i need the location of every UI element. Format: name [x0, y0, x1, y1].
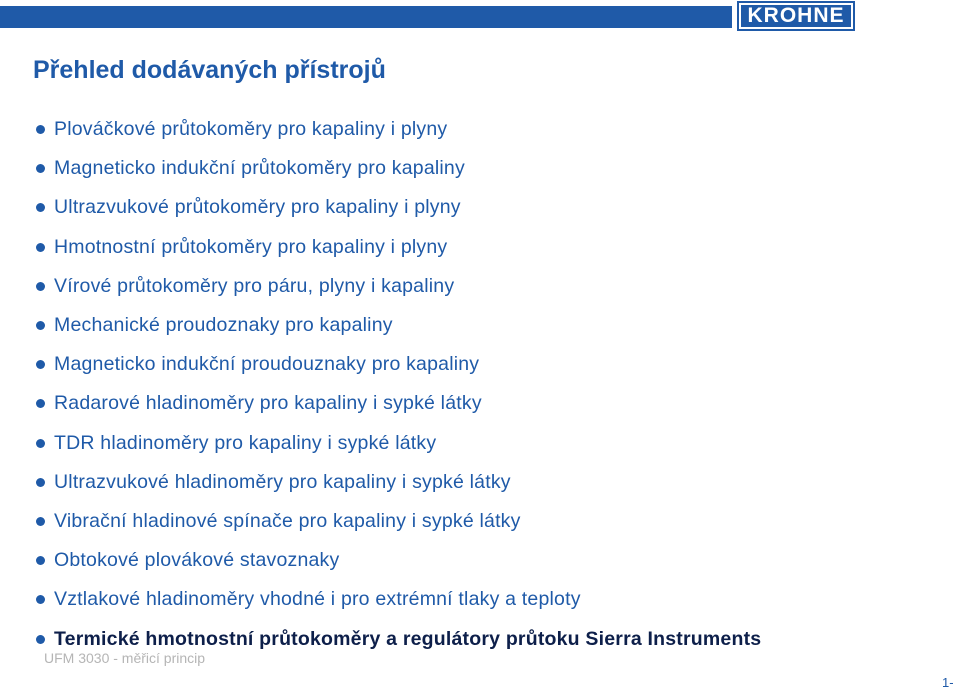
bullet-icon — [36, 164, 45, 173]
list-item — [0, 149, 761, 188]
logo-plate — [741, 5, 851, 27]
list-item — [0, 424, 761, 463]
list-item-text: Vibrační hladinové spínače pro kapaliny i sypké látky — [54, 509, 521, 532]
bullet-icon — [36, 595, 45, 604]
krohne-logo — [737, 1, 855, 31]
list-item-text: Mechanické proudoznaky pro kapaliny — [54, 314, 393, 337]
header-bar — [0, 6, 732, 28]
list-item-text: Hmotnostní průtokoměry pro kapaliny i plyny — [54, 235, 448, 258]
bullet-icon — [36, 478, 45, 487]
bullet-icon — [36, 439, 45, 448]
footer-caption: UFM 3030 - měřicí princip — [44, 650, 206, 666]
list-item-text: Vírové průtokoměry pro páru, plyny i kapaliny — [54, 274, 455, 297]
list-item — [0, 110, 761, 149]
product-list — [0, 110, 761, 659]
list-item — [0, 580, 761, 619]
bullet-icon — [36, 556, 45, 565]
list-item-text: TDR hladinoměry pro kapaliny i sypké látky — [54, 431, 437, 454]
bullet-icon — [36, 125, 45, 134]
list-item — [0, 541, 761, 580]
list-item — [0, 384, 761, 423]
bullet-icon — [36, 360, 45, 369]
bullet-icon — [36, 203, 45, 212]
list-item — [0, 267, 761, 306]
list-item — [0, 463, 761, 502]
list-item-text: Termické hmotnostní průtokoměry a regulátory průtoku Sierra Instruments — [54, 627, 762, 650]
logo-text: KROHNE — [747, 4, 845, 27]
list-item-text: Magneticko indukční proudouznaky pro kapaliny — [54, 353, 480, 376]
bullet-icon — [36, 517, 45, 526]
bullet-icon — [36, 635, 45, 644]
list-item — [0, 228, 761, 267]
page-title: Přehled dodávaných přístrojů — [33, 56, 386, 84]
bullet-icon — [36, 321, 45, 330]
bullet-icon — [36, 243, 45, 252]
list-item — [0, 306, 761, 345]
list-item — [0, 502, 761, 541]
list-item-text: Ultrazvukové průtokoměry pro kapaliny i plyny — [54, 196, 461, 219]
list-item — [0, 188, 761, 227]
list-item-text: Radarové hladinoměry pro kapaliny i sypké látky — [54, 392, 482, 415]
bullet-icon — [36, 282, 45, 291]
list-item-text: Ultrazvukové hladinoměry pro kapaliny i sypké látky — [54, 470, 511, 493]
page-number: 1- — [942, 675, 954, 690]
list-item — [0, 345, 761, 384]
list-item-text: Vztlakové hladinoměry vhodné i pro extrémní tlaky a teploty — [54, 588, 581, 611]
bullet-icon — [36, 399, 45, 408]
list-item-text: Plováčkové průtokoměry pro kapaliny i plyny — [54, 118, 448, 141]
list-item-text: Magneticko indukční průtokoměry pro kapaliny — [54, 157, 465, 180]
list-item-text: Obtokové plovákové stavoznaky — [54, 549, 340, 572]
